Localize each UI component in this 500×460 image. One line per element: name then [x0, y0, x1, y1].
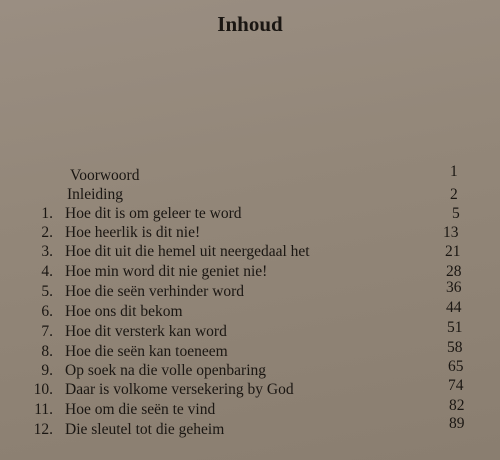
- toc-entry: [0, 279, 500, 302]
- toc-entry: [0, 377, 500, 400]
- entry-title: Die sleutel tot die geheim: [65, 421, 225, 438]
- toc-entry: [0, 185, 500, 205]
- toc-entry: [0, 299, 500, 322]
- toc-entry: [0, 223, 500, 243]
- toc-entry: [0, 242, 500, 262]
- toc-entry: [0, 163, 500, 186]
- toc-entry: [0, 262, 500, 282]
- entry-number: 8.: [41, 343, 53, 360]
- entry-page: 5: [452, 205, 460, 222]
- entry-number: 11.: [34, 401, 53, 418]
- entry-number: 9.: [41, 362, 53, 379]
- entry-title: Hoe dit is om geleer te word: [65, 205, 242, 222]
- entry-number: 7.: [41, 323, 53, 340]
- entry-page: 28: [446, 263, 462, 280]
- page-title: Inhoud: [217, 12, 283, 36]
- entry-number: 4.: [41, 263, 53, 280]
- entry-number: 3.: [41, 243, 53, 260]
- entry-title: Hoe ons dit bekom: [65, 303, 183, 320]
- entry-title: Op soek na die volle openbaring: [65, 362, 267, 379]
- toc-entry: [0, 415, 500, 440]
- entry-page: 58: [447, 339, 463, 356]
- toc-entry: [0, 339, 500, 362]
- entry-title: Hoe min word dit nie geniet nie!: [65, 263, 268, 280]
- entry-title: Hoe die seën verhinder word: [65, 283, 245, 300]
- entry-number: 1.: [41, 205, 53, 222]
- entry-page: 44: [446, 299, 462, 316]
- entry-number: 12.: [33, 421, 53, 438]
- toc-entry: [0, 319, 500, 342]
- entry-page: 74: [448, 377, 464, 394]
- toc-entry: [0, 397, 500, 420]
- entry-number: 6.: [41, 303, 53, 320]
- entry-title: Hoe om die seën te vind: [65, 401, 216, 418]
- entry-title: Hoe dit uit die hemel uit neergedaal het: [65, 243, 310, 260]
- entry-title: Hoe heerlik is dit nie!: [65, 224, 201, 241]
- toc-entry: [0, 358, 500, 381]
- entry-number: 5.: [41, 283, 53, 300]
- entry-title: Daar is volkome versekering by God: [65, 381, 294, 398]
- entry-page: 65: [448, 358, 464, 375]
- toc-entry: [0, 204, 500, 224]
- entry-page: 1: [450, 163, 458, 180]
- entry-page: 89: [449, 415, 465, 432]
- entry-page: 13: [443, 224, 459, 241]
- entry-title: Hoe die seën kan toeneem: [65, 343, 228, 360]
- entry-page: 2: [450, 186, 458, 203]
- entry-page: 21: [445, 243, 461, 260]
- entry-page: 51: [447, 319, 463, 336]
- entry-title: Inleiding: [67, 186, 123, 203]
- entry-title: Hoe dit versterk kan word: [65, 323, 227, 340]
- entry-page: 82: [449, 397, 465, 414]
- entry-number: 10.: [33, 381, 53, 398]
- entry-number: 2.: [41, 224, 53, 241]
- entry-page: 36: [446, 279, 462, 296]
- entry-title: Voorwoord: [70, 167, 140, 184]
